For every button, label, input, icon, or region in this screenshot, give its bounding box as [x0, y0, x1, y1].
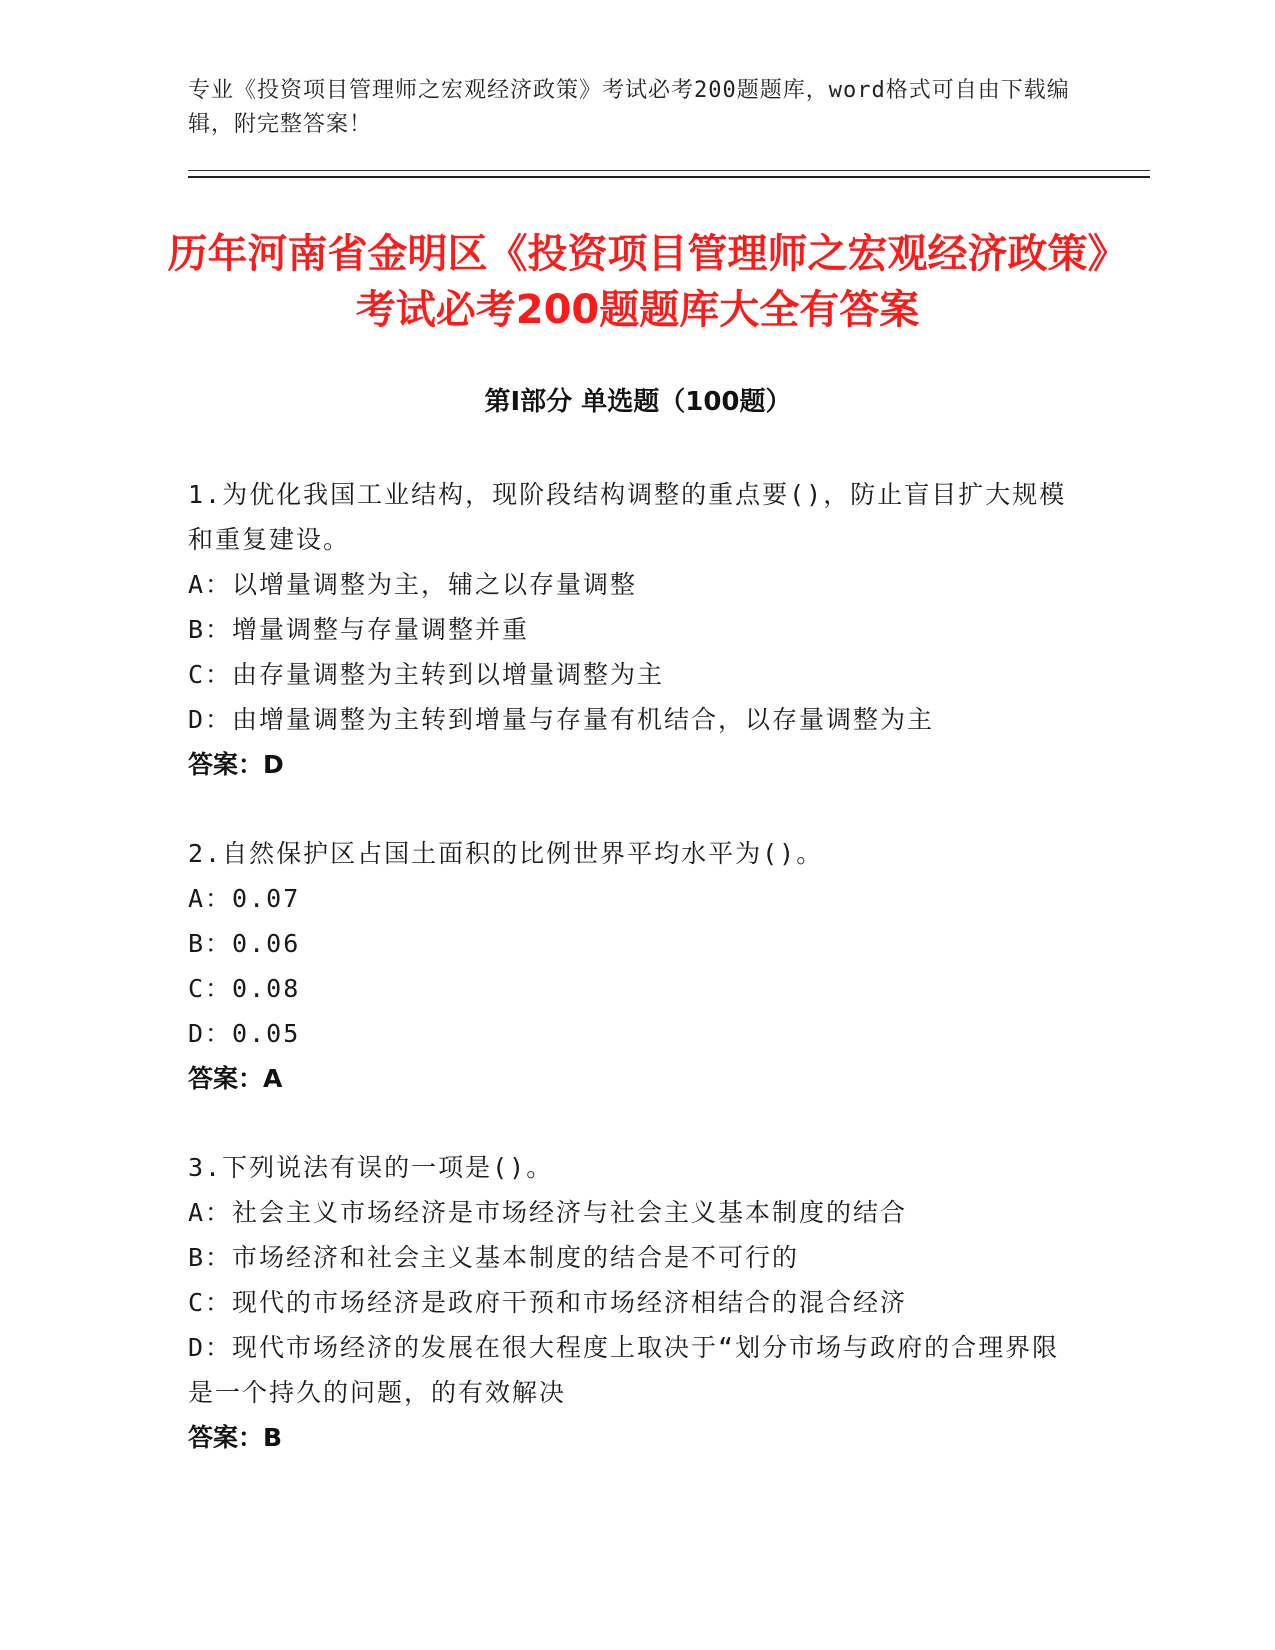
answer-text: 答案：D — [188, 750, 284, 779]
question-item — [188, 831, 1088, 1101]
option-a: A：以增量调整为主，辅之以存量调整 — [188, 570, 638, 599]
option-a: A：社会主义市场经济是市场经济与社会主义基本制度的结合 — [188, 1198, 908, 1227]
option-d: D：由增量调整为主转到增量与存量有机结合，以存量调整为主 — [188, 705, 935, 734]
question-stem: 1.为优化我国工业结构，现阶段结构调整的重点要()，防止盲目扩大规模和重复建设。 — [188, 480, 1067, 554]
header-note: 专业《投资项目管理师之宏观经济政策》考试必考200题题库，word格式可自由下载编辑，附完整答案！ — [188, 78, 1070, 137]
header-rule-thin — [188, 170, 1150, 171]
question-item — [188, 472, 1088, 787]
option-b: B：增量调整与存量调整并重 — [188, 615, 530, 644]
option-c: C：由存量调整为主转到以增量调整为主 — [188, 660, 665, 689]
answer-text: 答案：B — [188, 1423, 283, 1452]
header-rule-thick — [188, 176, 1150, 178]
section-title: 第Ⅰ部分 单选题（100题） — [484, 387, 792, 417]
answer-text: 答案：A — [188, 1064, 283, 1093]
option-d: D：现代市场经济的发展在很大程度上取决于“划分市场与政府的合理界限是一个持久的问题，的有效解决 — [188, 1333, 1060, 1407]
option-c: C：现代的市场经济是政府干预和市场经济相结合的混合经济 — [188, 1288, 908, 1317]
option-d: D：0.05 — [188, 1019, 301, 1048]
option-c: C：0.08 — [188, 974, 301, 1003]
document-title: 历年河南省金明区《投资项目管理师之宏观经济政策》考试必考200题题库大全有答案 — [167, 231, 1108, 333]
option-b: B：市场经济和社会主义基本制度的结合是不可行的 — [188, 1243, 800, 1272]
question-item — [188, 1145, 1088, 1460]
question-stem: 2.自然保护区占国土面积的比例世界平均水平为()。 — [188, 839, 824, 868]
question-list — [188, 472, 1088, 1504]
option-b: B：0.06 — [188, 929, 301, 958]
option-a: A：0.07 — [188, 884, 301, 913]
question-stem: 3.下列说法有误的一项是()。 — [188, 1153, 554, 1182]
